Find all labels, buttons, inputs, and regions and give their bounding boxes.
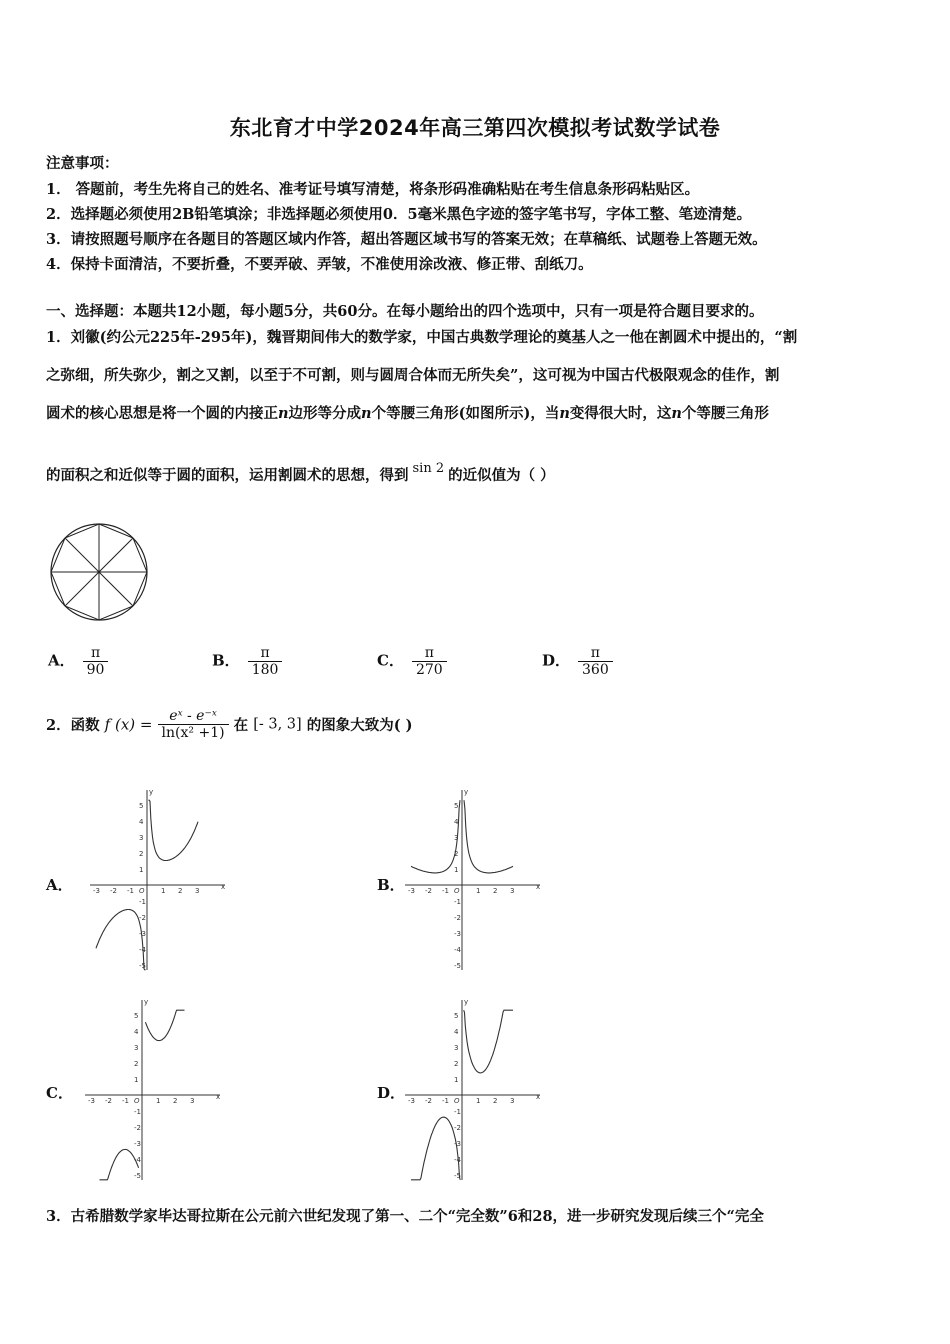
x-tick-label: 1 [476, 887, 481, 895]
q1-text: 之弥细，所失弥少，割之又割，以至于不可割，则与圆周合体而无所失矣”，这可视为中国古代极限观念的佳作，割 [46, 367, 780, 384]
x-tick-label: 2 [493, 1097, 498, 1105]
y-tick-label: -3 [454, 930, 461, 938]
x-tick-label: -1 [122, 1097, 129, 1105]
y-tick-label: 2 [134, 1060, 139, 1068]
y-tick-label: -4 [454, 1156, 461, 1164]
page-title: 东北育才中学2024年高三第四次模拟考试数学试卷 [229, 116, 721, 140]
graph-option-c[interactable] [80, 995, 225, 1185]
y-tick-label: 3 [134, 1044, 139, 1052]
graph-curve [148, 800, 198, 860]
x-tick-label: 3 [195, 887, 200, 895]
origin-label: O [454, 1097, 460, 1105]
x-tick-label: -2 [425, 1097, 432, 1105]
y-tick-label: -1 [454, 1108, 461, 1116]
graph-curve [411, 800, 460, 873]
y-tick-label: 2 [139, 850, 144, 858]
x-axis-label: x [536, 1093, 541, 1101]
y-tick-label: 1 [139, 866, 144, 874]
q2-option-b-label[interactable]: B． [377, 876, 405, 894]
q2-option-d-label[interactable]: D． [377, 1084, 406, 1102]
y-tick-label: 5 [454, 1012, 459, 1020]
graph-curve [100, 1149, 139, 1179]
y-tick-label: -5 [454, 962, 461, 970]
section-heading: 一、选择题：本题共12小题，每小题5分，共60分。在每小题给出的四个选项中，只有一项是符合题目要求的。 [46, 303, 764, 320]
x-tick-label: -2 [425, 887, 432, 895]
y-tick-label: 3 [454, 834, 459, 842]
y-tick-label: -4 [134, 1156, 141, 1164]
q1-option-a[interactable]: A． $\frac{\pi}{90}$ [48, 645, 108, 678]
x-axis-label: x [536, 883, 541, 891]
y-tick-label: 3 [454, 1044, 459, 1052]
x-tick-label: -3 [93, 887, 100, 895]
y-tick-label: 1 [454, 1076, 459, 1084]
x-tick-label: -3 [408, 887, 415, 895]
y-tick-label: 2 [454, 850, 459, 858]
y-tick-label: -5 [134, 1172, 141, 1180]
y-tick-label: 3 [139, 834, 144, 842]
x-tick-label: -2 [105, 1097, 112, 1105]
y-tick-label: -2 [454, 914, 461, 922]
q1-text: 圆术的核心思想是将一个圆的内接正n边形等分成n个等腰三角形(如图所示)，当n变得很大时，这n个等腰三角形 [46, 405, 769, 422]
y-tick-label: 2 [454, 1060, 459, 1068]
graph-option-d[interactable] [400, 995, 545, 1185]
origin-label: O [139, 887, 145, 895]
y-tick-label: 4 [139, 818, 144, 826]
q2-option-c-label[interactable]: C． [46, 1084, 73, 1102]
y-tick-label: -1 [454, 898, 461, 906]
x-tick-label: -1 [127, 887, 134, 895]
y-tick-label: -2 [139, 914, 146, 922]
y-tick-label: -4 [139, 946, 146, 954]
graph-curve [464, 1010, 513, 1073]
notice-heading: 注意事项： [46, 155, 119, 172]
y-tick-label: 1 [454, 866, 459, 874]
x-tick-label: -3 [408, 1097, 415, 1105]
y-tick-label: 4 [454, 818, 459, 826]
origin-label: O [454, 887, 460, 895]
x-tick-label: -1 [442, 887, 449, 895]
y-tick-label: -1 [139, 898, 146, 906]
y-tick-label: -5 [454, 1172, 461, 1180]
graph-curve [145, 1010, 184, 1040]
x-tick-label: -3 [88, 1097, 95, 1105]
x-axis-label: x [221, 883, 226, 891]
notice-item: 4．保持卡面清洁，不要折叠，不要弄破、弄皱，不准使用涂改液、修正带、刮纸刀。 [46, 256, 593, 273]
x-tick-label: 1 [476, 1097, 481, 1105]
x-tick-label: 2 [493, 887, 498, 895]
x-tick-label: 3 [190, 1097, 195, 1105]
notice-item: 2．选择题必须使用2B铅笔填涂；非选择题必须使用0．5毫米黑色字迹的签字笔书写，字体工整、笔迹清楚。 [46, 206, 752, 223]
graph-option-a[interactable] [85, 785, 230, 975]
y-tick-label: -3 [454, 1140, 461, 1148]
x-tick-label: 2 [178, 887, 183, 895]
x-tick-label: 3 [510, 1097, 515, 1105]
x-tick-label: 2 [173, 1097, 178, 1105]
y-tick-label: -2 [454, 1124, 461, 1132]
q1-option-d[interactable]: D． $\frac{\pi}{360}$ [542, 645, 613, 678]
x-tick-label: -2 [110, 887, 117, 895]
y-tick-label: -3 [134, 1140, 141, 1148]
y-tick-label: 4 [134, 1028, 139, 1036]
q1-text: 的面积之和近似等于圆的面积，运用割圆术的思想，得到 sin 2 的近似值为（ ） [46, 461, 555, 484]
graph-curve [96, 910, 146, 970]
y-tick-label: -4 [454, 946, 461, 954]
y-tick-label: -2 [134, 1124, 141, 1132]
y-tick-label: -5 [139, 962, 146, 970]
x-tick-label: 1 [156, 1097, 161, 1105]
x-tick-label: 1 [161, 887, 166, 895]
origin-label: O [134, 1097, 140, 1105]
x-axis-label: x [216, 1093, 221, 1101]
y-tick-label: 4 [454, 1028, 459, 1036]
y-axis-label: y [464, 998, 469, 1006]
q1-option-c[interactable]: C． $\frac{\pi}{270}$ [377, 645, 447, 678]
q2-option-a-label[interactable]: A． [46, 876, 73, 894]
y-tick-label: -3 [139, 930, 146, 938]
graph-curve [411, 1117, 460, 1180]
q1-option-b[interactable]: B． $\frac{\pi}{180}$ [212, 645, 282, 678]
y-axis-label: y [464, 788, 469, 796]
y-tick-label: -1 [134, 1108, 141, 1116]
y-tick-label: 5 [134, 1012, 139, 1020]
y-tick-label: 1 [134, 1076, 139, 1084]
x-tick-label: -1 [442, 1097, 449, 1105]
y-axis-label: y [144, 998, 149, 1006]
y-tick-label: 5 [139, 802, 144, 810]
x-tick-label: 3 [510, 887, 515, 895]
y-axis-label: y [149, 788, 154, 796]
q3-text: 3．古希腊数学家毕达哥拉斯在公元前六世纪发现了第一、二个“完全数”6和28，进一步研究发现后续三个“完全 [46, 1208, 764, 1225]
graph-option-b[interactable] [400, 785, 545, 975]
notice-item: 1． 答题前，考生先将自己的姓名、准考证号填写清楚，将条形码准确粘贴在考生信息条形码粘贴区。 [46, 181, 700, 198]
notice-item: 3．请按照题号顺序在各题目的答题区域内作答，超出答题区域书写的答案无效；在草稿纸、试题卷上答题无效。 [46, 231, 767, 248]
sin2-expression: sin 2 [412, 461, 445, 476]
y-tick-label: 5 [454, 802, 459, 810]
graph-curve [464, 800, 513, 873]
q1-text: 1．刘徽(约公元225年-295年)，魏晋期间伟大的数学家，中国古典数学理论的奠基人之一他在割圆术中提出的，“割 [46, 329, 798, 346]
q2-text: 2．函数 f (x) = $\frac{\text{eˣ - e⁻ˣ}}{\text{ln(x² +1)}}$ 在 [- 3, 3] 的图象大致为( ) [46, 708, 413, 741]
circle-partition-figure [48, 522, 154, 622]
